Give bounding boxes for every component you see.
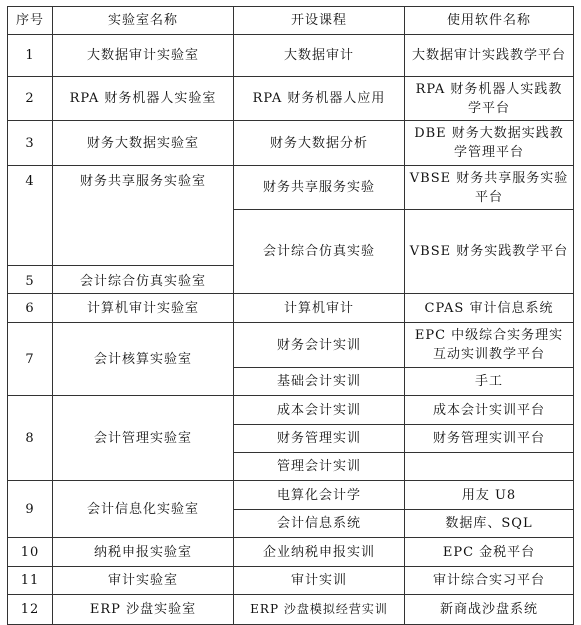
lab-name: 审计实验室 bbox=[53, 567, 234, 595]
table-row bbox=[8, 595, 574, 625]
table-row bbox=[8, 294, 574, 323]
row-no: 1 bbox=[8, 35, 53, 77]
row-no: 9 bbox=[8, 481, 53, 538]
lab-name: 纳税申报实验室 bbox=[53, 538, 234, 567]
software-name: EPC 中级综合实务理实互动实训教学平台 bbox=[405, 323, 574, 368]
lab-name: ERP 沙盘实验室 bbox=[53, 595, 234, 625]
table-row bbox=[8, 396, 574, 425]
course-name: 财务大数据分析 bbox=[234, 121, 405, 166]
lab-name: 会计信息化实验室 bbox=[53, 481, 234, 538]
row-no: 2 bbox=[8, 77, 53, 121]
course-name: 财务共享服务实验 bbox=[234, 166, 405, 210]
row-no: 10 bbox=[8, 538, 53, 567]
lab-name: 计算机审计实验室 bbox=[53, 294, 234, 323]
software-name: 成本会计实训平台 bbox=[405, 396, 574, 425]
lab-name: 财务共享服务实验室 bbox=[53, 166, 234, 266]
lab-name: 会计核算实验室 bbox=[53, 323, 234, 396]
course-name: 管理会计实训 bbox=[234, 453, 405, 481]
table-row bbox=[8, 567, 574, 595]
row-no: 12 bbox=[8, 595, 53, 625]
table-row bbox=[8, 35, 574, 77]
table-row bbox=[8, 323, 574, 368]
row-no: 5 bbox=[8, 266, 53, 294]
course-name: 会计信息系统 bbox=[234, 510, 405, 538]
software-name: CPAS 审计信息系统 bbox=[405, 294, 574, 323]
table-row bbox=[8, 538, 574, 567]
software-name: 手工 bbox=[405, 368, 574, 396]
lab-name: 会计综合仿真实验室 bbox=[53, 266, 234, 294]
table-row bbox=[8, 77, 574, 121]
row-no: 7 bbox=[8, 323, 53, 396]
course-name: ERP 沙盘模拟经营实训 bbox=[234, 595, 405, 625]
lab-name: 大数据审计实验室 bbox=[53, 35, 234, 77]
software-name: VBSE 财务实践教学平台 bbox=[405, 210, 574, 294]
row-no: 3 bbox=[8, 121, 53, 166]
course-name: 财务会计实训 bbox=[234, 323, 405, 368]
course-name: 计算机审计 bbox=[234, 294, 405, 323]
table-row bbox=[8, 481, 574, 510]
software-name: 审计综合实习平台 bbox=[405, 567, 574, 595]
software-name bbox=[405, 453, 574, 481]
course-name: 会计综合仿真实验 bbox=[234, 210, 405, 294]
course-name: 企业纳税申报实训 bbox=[234, 538, 405, 567]
header-row bbox=[8, 7, 574, 35]
software-name: 大数据审计实践教学平台 bbox=[405, 35, 574, 77]
header-no: 序号 bbox=[8, 7, 53, 35]
header-software: 使用软件名称 bbox=[405, 7, 574, 35]
course-name: 审计实训 bbox=[234, 567, 405, 595]
lab-name: 会计管理实验室 bbox=[53, 396, 234, 481]
software-name: 用友 U8 bbox=[405, 481, 574, 510]
course-name: 财务管理实训 bbox=[234, 425, 405, 453]
lab-name: 财务大数据实验室 bbox=[53, 121, 234, 166]
header-lab-name: 实验室名称 bbox=[53, 7, 234, 35]
course-name: RPA 财务机器人应用 bbox=[234, 77, 405, 121]
software-name: 新商战沙盘系统 bbox=[405, 595, 574, 625]
software-name: RPA 财务机器人实践教学平台 bbox=[405, 77, 574, 121]
course-name: 大数据审计 bbox=[234, 35, 405, 77]
course-name: 基础会计实训 bbox=[234, 368, 405, 396]
software-name: DBE 财务大数据实践教学管理平台 bbox=[405, 121, 574, 166]
row-no: 4 bbox=[8, 166, 53, 266]
row-no: 11 bbox=[8, 567, 53, 595]
lab-name: RPA 财务机器人实验室 bbox=[53, 77, 234, 121]
course-name: 成本会计实训 bbox=[234, 396, 405, 425]
software-name: 财务管理实训平台 bbox=[405, 425, 574, 453]
software-name: VBSE 财务共享服务实验平台 bbox=[405, 166, 574, 210]
course-name: 电算化会计学 bbox=[234, 481, 405, 510]
lab-software-table bbox=[7, 6, 574, 625]
table-row bbox=[8, 166, 574, 210]
software-name: 数据库、SQL bbox=[405, 510, 574, 538]
table-row bbox=[8, 121, 574, 166]
row-no: 8 bbox=[8, 396, 53, 481]
header-course: 开设课程 bbox=[234, 7, 405, 35]
software-name: EPC 金税平台 bbox=[405, 538, 574, 567]
row-no: 6 bbox=[8, 294, 53, 323]
